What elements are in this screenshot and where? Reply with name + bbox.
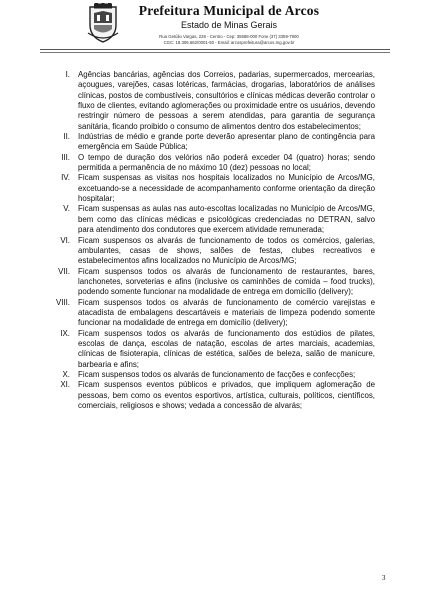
item-text: Ficam suspensos eventos públicos e privados, que impliquem aglomeração de pessoas, bem como os eventos esportivos, artística, culturais, políticos, científicos, comerciais, religiosos e shows; vedada a concessão de alvarás; [78,380,375,410]
item-number: XI. [60,380,70,390]
item-text: Ficam suspensos os alvarás de funcionamento de todos os comércios, galerias, ambulantes, casas de shows, salões de festas, clubes recreativos e estabelecimentos afins localizados no Município de Arcos/MG; [78,235,375,266]
list-item [65,70,375,132]
list-item [58,266,375,298]
item-text: Ficam suspensas as visitas nos hospitais localizados no Município de Arcos/MG, excetuando-se a necessidade de acompanhamento conforme orientação da direção hospitalar; [78,173,375,204]
municipal-crest-icon [86,3,120,43]
list-item [63,204,375,235]
item-number: VI. [60,235,70,245]
document-header [0,0,424,62]
list-item [63,132,375,153]
list-item [60,380,375,411]
item-number: III. [61,152,70,162]
item-number: VIII. [55,297,70,307]
item-text: Agências bancárias, agências dos Correios, padarias, supermercados, mercearias, açougues, varejões, casas lotéricas, farmácias, drogarias, laboratórios de análises clínicas, postos de combustíveis, consultórios e clínicas médicas deverão controlar o fluxo de clientes, evitando aglomerações ou proximidade entre os usuários, devendo restringir número de pessoas a serem atendidas, para garantia de segurança sanitária, ficando proibido o consumo de alimentos dentro dos estabelecimentos; [78,70,375,131]
item-number: V. [63,204,70,214]
item-text: Ficam suspensos todos os alvarás de funcionamento dos estúdios de pilates, escolas de dança, escolas de natação, escolas de artes marciais, academias, clínicas de fisioterapia, clínicas de estética, salões de beleza, salão de manicure, barbearia e afins; [78,328,375,369]
municipality-title: Prefeitura Municipal de Arcos [138,3,320,18]
list-item [60,328,375,370]
header-divider [40,49,390,50]
list-item [61,173,375,204]
item-text: O tempo de duração dos velórios não poderá exceder 04 (quatro) horas; sendo permitida a permanência de no máximo 10 (dez) pessoas no local; [78,152,375,173]
list-item [60,235,375,267]
state-subtitle: Estado de Minas Gerais [180,20,278,30]
item-text: Ficam suspensas as aulas nas auto-escoltas localizadas no Município de Arcos/MG, bem como das clínicas médicas e psicológicas credenciadas no DETRAN, salvo para atendimento dos condutores que exercem atividade remunerada; [78,204,375,235]
list-item [62,369,375,380]
page-number: 3 [382,574,386,582]
header-divider-thin [40,52,390,53]
item-text: Ficam suspensos todos os alvarás de funcionamento de restaurantes, bares, lanchonetes, sorveterias e afins (inclusive os caminhões de comida – food trucks), podendo somente funcionar na modalidade de entrega em domicílio (delivery); [78,266,375,297]
list-item [55,297,375,329]
item-number: I. [65,70,70,79]
item-number: X. [62,369,70,379]
item-number: IX. [60,328,70,338]
item-number: IV. [61,173,70,183]
item-text: Indústrias de médio e grande porte deverão apresentar plano de contingência para emergência em Saúde Pública; [78,132,375,152]
contact-line: CGC: 18.306.662/0001-50 - Email: arcosprefeitura@arcos.mg.gov.br [163,40,295,45]
item-number: II. [63,132,70,142]
item-number: VII. [58,266,70,276]
item-text: Ficam suspensos todos os alvarás de funcionamento de facções e confecções; [78,369,356,379]
decree-items-list [55,70,375,411]
item-text: Ficam suspensos todos os alvarás de funcionamento de comércio varejistas e atacadista de embalagens descartáveis e materiais de limpeza podendo somente funcionar na modalidade de entrega em domicílio (delivery); [78,297,375,328]
address-line: Rua Getúlio Vargas, 228 - Centro - Cep: 35588-000 Fone (37) 3359-7900 [159,34,299,39]
list-item [61,152,375,174]
